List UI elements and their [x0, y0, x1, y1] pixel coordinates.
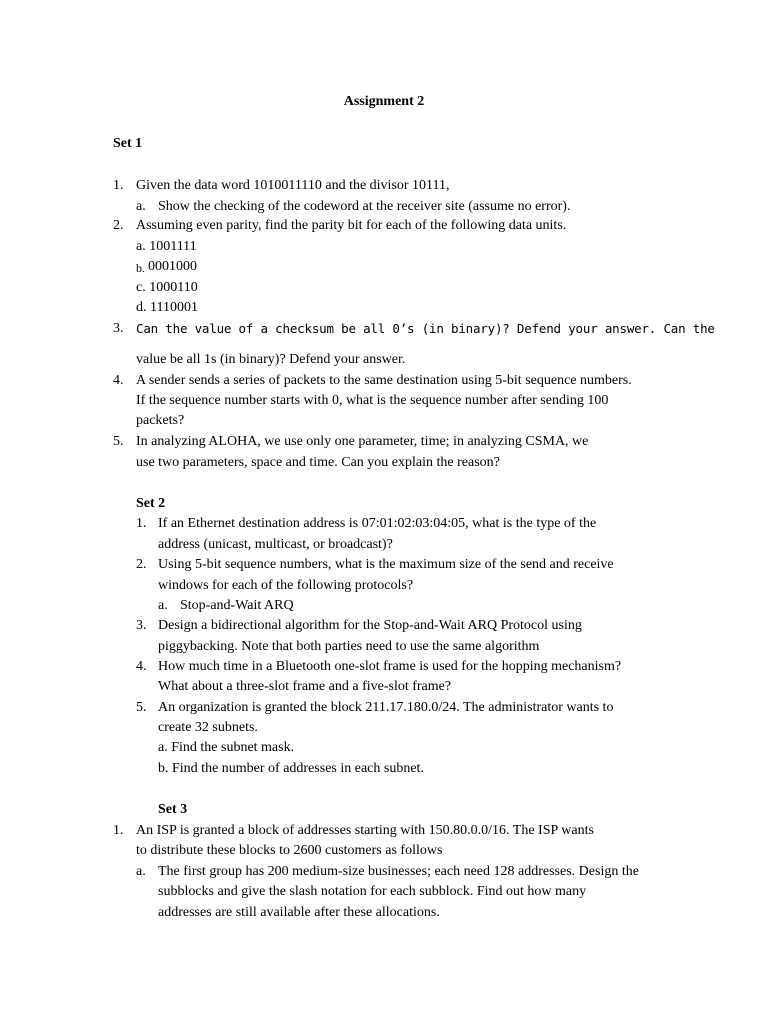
- set3-q1-a-line2: subblocks and give the slash notation for each subblock. Find out how many: [158, 884, 587, 899]
- set1-q2-item-a: a. 1001111: [136, 239, 197, 254]
- set1-q1-text: Given the data word 1010011110 and the divisor 10111,: [136, 178, 450, 193]
- set3-q1-a-line1: The first group has 200 medium-size businesses; each need 128 addresses. Design the: [158, 864, 639, 879]
- set2-q2-line1: Using 5-bit sequence numbers, what is the maximum size of the send and receive: [158, 557, 614, 572]
- set2-q4-line2: What about a three-slot frame and a five-slot frame?: [158, 679, 452, 694]
- set1-q4-number: 4.: [113, 373, 124, 388]
- set2-q5-line1: An organization is granted the block 211.17.180.0/24. The administrator wants to: [158, 700, 614, 715]
- set2-q5-a: a. Find the subnet mask.: [158, 740, 295, 755]
- set3-q1-number: 1.: [113, 823, 124, 838]
- set2-q2-a-text: Stop-and-Wait ARQ: [180, 598, 294, 613]
- set2-q3-line2: piggybacking. Note that both parties need to use the same algorithm: [158, 639, 540, 654]
- set1-q1-a-text: Show the checking of the codeword at the receiver site (assume no error).: [158, 199, 571, 214]
- set1-q5-line2: use two parameters, space and time. Can you explain the reason?: [136, 455, 500, 470]
- set2-q5-line2: create 32 subnets.: [158, 720, 258, 735]
- set2-q5-b: b. Find the number of addresses in each subnet.: [158, 761, 424, 776]
- set2-q4-number: 4.: [136, 659, 147, 674]
- set2-q1-line1: If an Ethernet destination address is 07:01:02:03:04:05, what is the type of the: [158, 516, 597, 531]
- set2-q2-line2: windows for each of the following protocols?: [158, 578, 414, 593]
- document-title: Assignment 2: [343, 94, 425, 109]
- set1-q5-number: 5.: [113, 434, 124, 449]
- set1-q1-number: 1.: [113, 178, 124, 193]
- set2-q1-line2: address (unicast, multicast, or broadcast)?: [158, 537, 393, 552]
- set2-heading: Set 2: [136, 496, 166, 511]
- set1-q3-line2: value be all 1s (in binary)? Defend your answer.: [136, 352, 406, 367]
- set2-q2-number: 2.: [136, 557, 147, 572]
- set1-q3-line1: Can the value of a checksum be all 0’s (in binary)? Defend your answer. Can the: [136, 321, 715, 336]
- set3-heading: Set 3: [158, 802, 188, 817]
- set3-q1-line1: An ISP is granted a block of addresses starting with 150.80.0.0/16. The ISP wants: [136, 823, 594, 838]
- set2-q3-line1: Design a bidirectional algorithm for the Stop-and-Wait ARQ Protocol using: [158, 618, 582, 633]
- set2-q1-number: 1.: [136, 516, 147, 531]
- set3-q1-line2: to distribute these blocks to 2600 customers as follows: [136, 843, 443, 858]
- set1-q4-line3: packets?: [136, 413, 185, 428]
- set1-q5-line1: In analyzing ALOHA, we use only one parameter, time; in analyzing CSMA, we: [136, 434, 589, 449]
- set1-q1-a-marker: a.: [136, 199, 146, 214]
- set1-q2-item-c: c. 1000110: [136, 280, 198, 295]
- set2-q2-a-marker: a.: [158, 598, 168, 613]
- set2-q4-line1: How much time in a Bluetooth one-slot frame is used for the hopping mechanism?: [158, 659, 622, 674]
- set1-q2-number: 2.: [113, 218, 124, 233]
- set1-q2-item-b-value: 0001000: [148, 259, 197, 274]
- set1-heading: Set 1: [113, 136, 143, 151]
- set1-q2-item-b-marker: b.: [136, 261, 145, 275]
- set1-q4-line1: A sender sends a series of packets to the same destination using 5-bit sequence numbers.: [136, 373, 632, 388]
- set3-q1-a-marker: a.: [136, 864, 146, 879]
- set1-q3-number: 3.: [113, 321, 124, 336]
- set2-q3-number: 3.: [136, 618, 147, 633]
- set1-q2-text: Assuming even parity, find the parity bit for each of the following data units.: [136, 218, 567, 233]
- set2-q5-number: 5.: [136, 700, 147, 715]
- set3-q1-a-line3: addresses are still available after these allocations.: [158, 905, 440, 920]
- set1-q2-item-d: d. 1110001: [136, 300, 198, 315]
- set1-q4-line2: If the sequence number starts with 0, what is the sequence number after sending 100: [136, 393, 609, 408]
